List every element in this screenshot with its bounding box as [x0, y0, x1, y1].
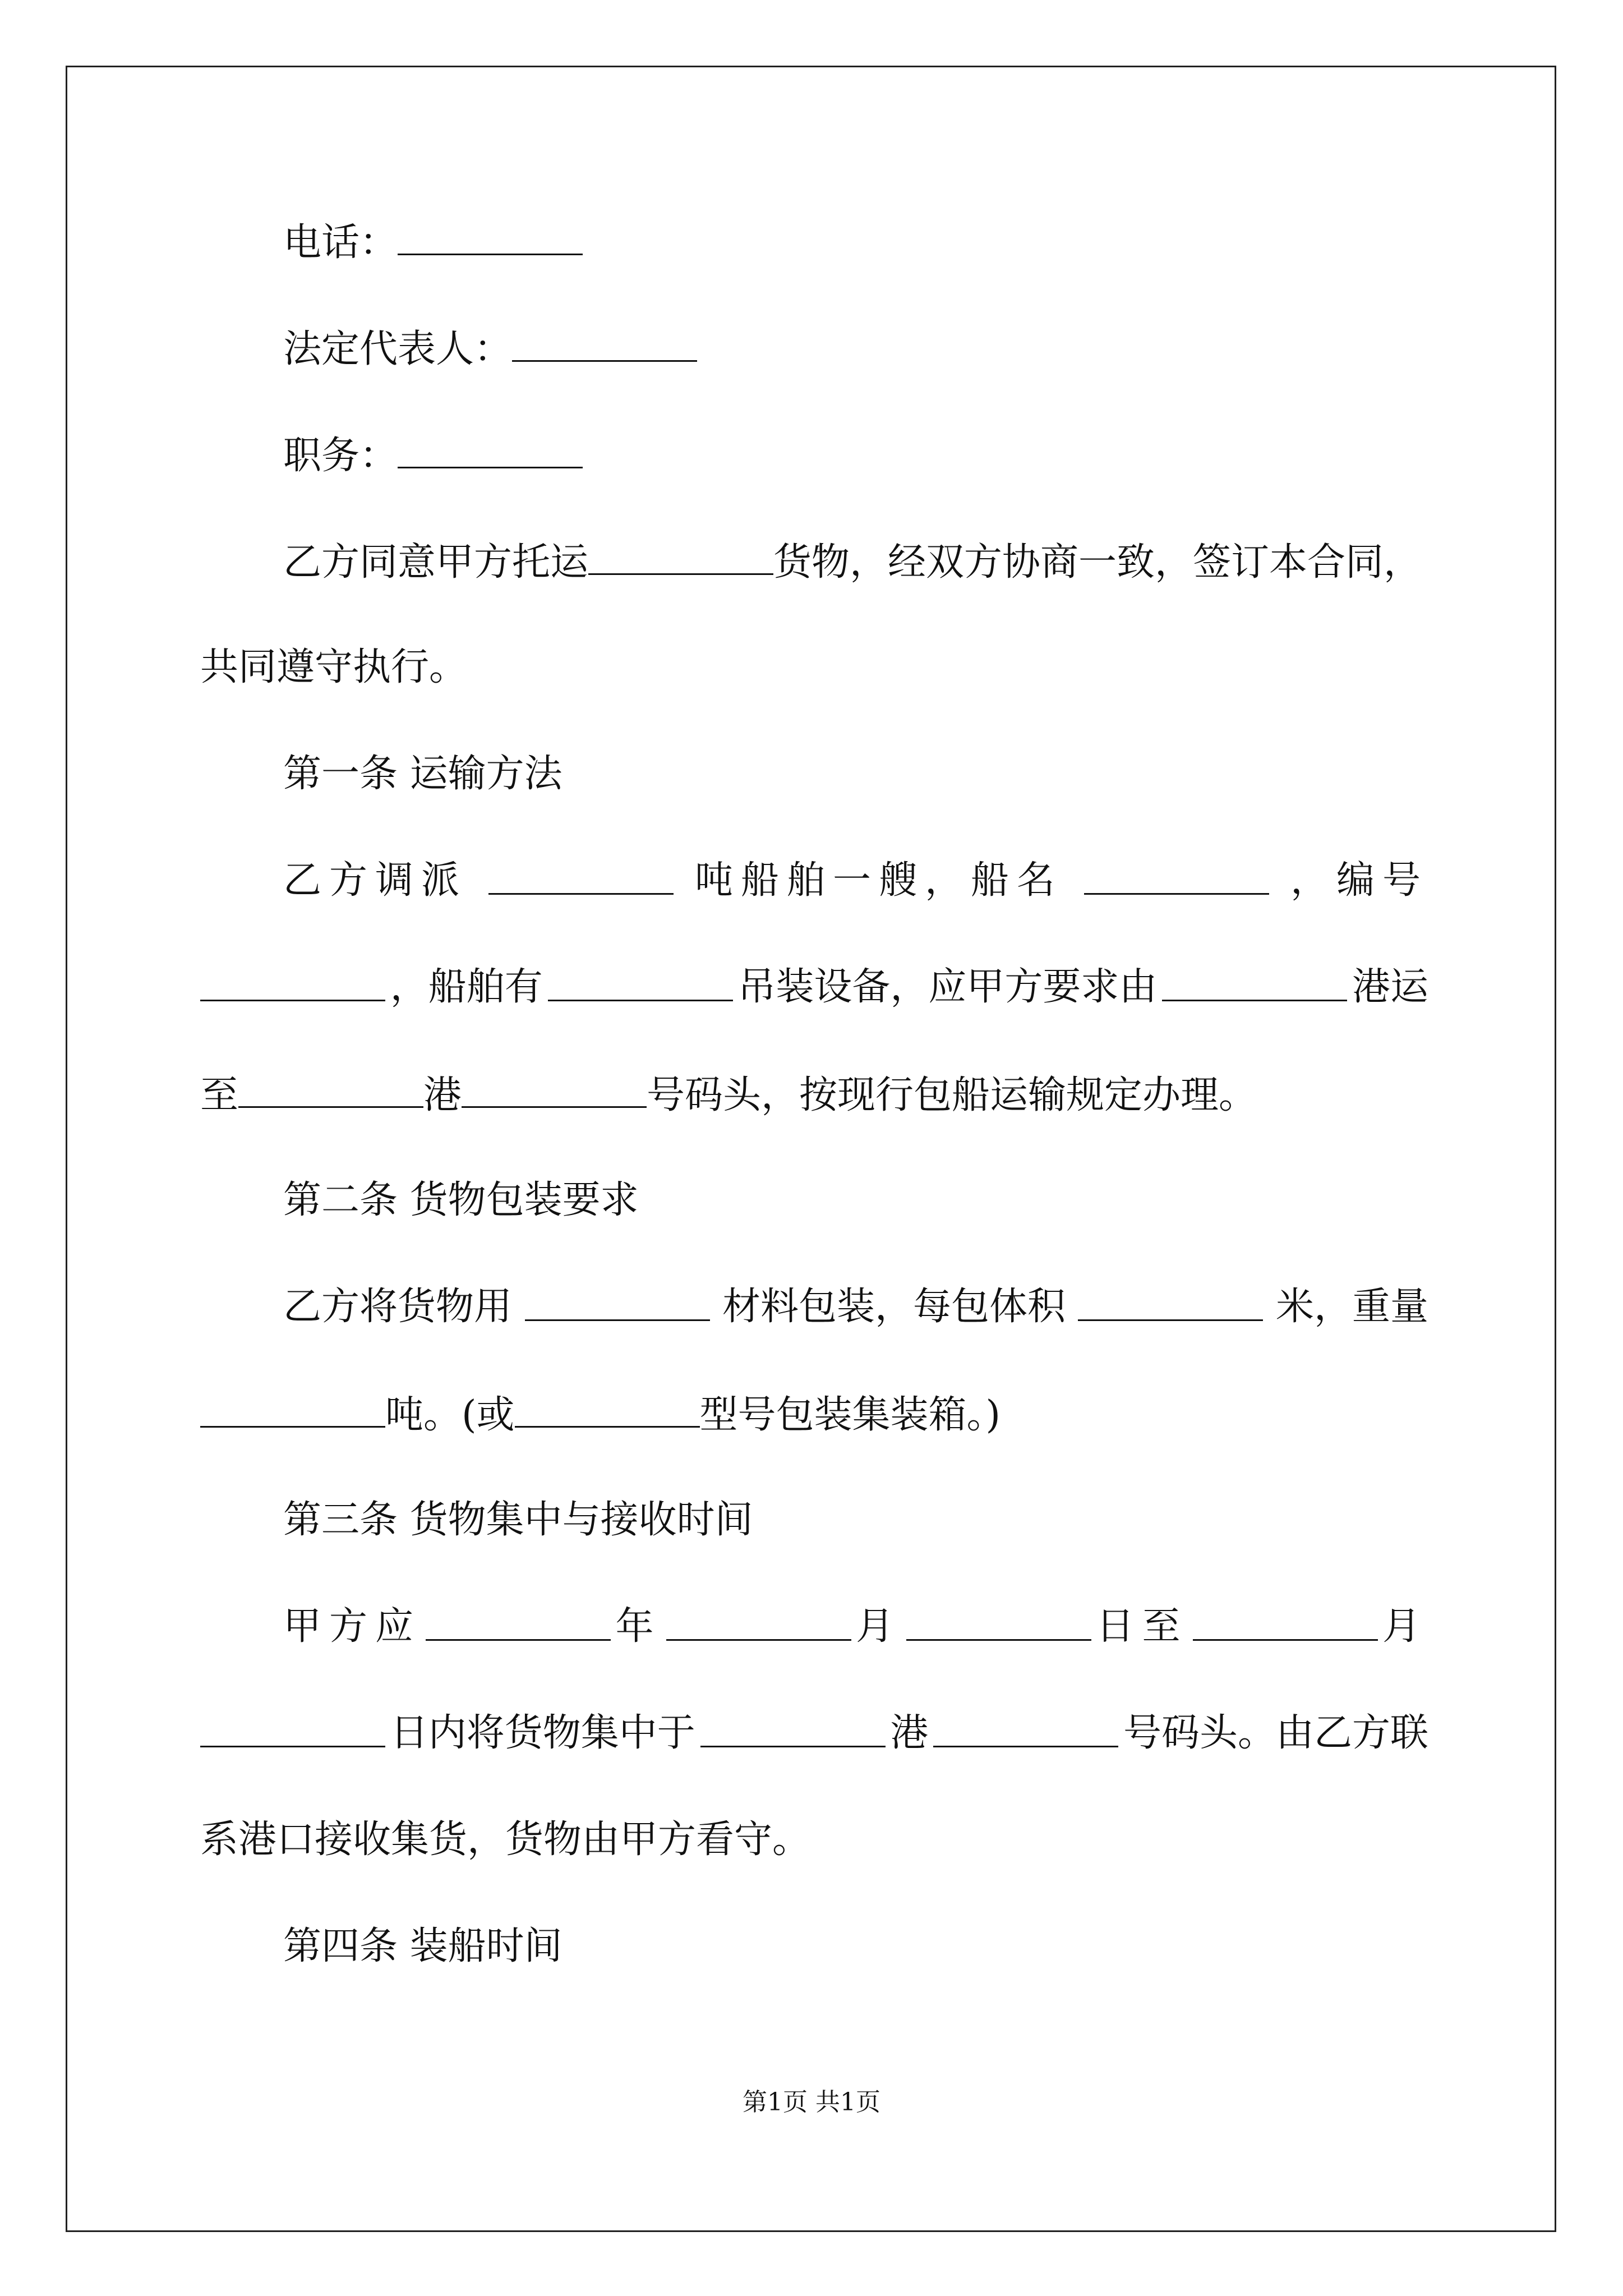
article-1-para-line-1 [283, 858, 1428, 903]
packing-material-blank [525, 1285, 710, 1321]
year-blank [426, 1604, 611, 1641]
article-3-title [283, 1498, 753, 1543]
article-3-para-line-1 [283, 1604, 1428, 1649]
article-1-text-i: 号码头，按现行包船运输规定办理。 [647, 1073, 1257, 1117]
article-4-heading: 第四条 装船时间 [283, 1924, 562, 1968]
end-month-blank [1193, 1604, 1378, 1641]
article-1-text-g: 至 [200, 1073, 239, 1117]
article-1-title [283, 752, 562, 797]
article-2-text-b: 材料包装，每包体积 [722, 1285, 1066, 1329]
article-3-text-c: 月 [855, 1604, 902, 1649]
article-2-heading: 第二条 货物包装要求 [283, 1178, 639, 1222]
article-3-text-e: 月 [1382, 1604, 1428, 1649]
legal-rep-blank [512, 325, 697, 362]
destination-port-blank [238, 1071, 423, 1108]
article-3-text-g: 港 [890, 1711, 929, 1755]
article-1-para-line-3 [200, 1071, 1257, 1116]
article-1-text-d: ，船舶有 [390, 965, 543, 1009]
article-4-title [283, 1924, 562, 1969]
start-month-blank [666, 1604, 851, 1641]
article-1-text-c: ，编号 [1290, 858, 1428, 903]
intro-text-c: 共同遵守执行。 [200, 645, 468, 689]
article-1-text-f: 港运 [1352, 965, 1428, 1009]
intro-line-2 [200, 645, 467, 690]
article-3-text-b: 年 [615, 1604, 662, 1649]
article-2-text-d: 吨。(或 [385, 1393, 515, 1437]
phone-blank [398, 219, 583, 255]
article-1-text-h: 港 [423, 1073, 462, 1117]
article-3-para-line-3 [200, 1818, 810, 1862]
legal-rep-line [283, 325, 697, 370]
cargo-blank [588, 539, 773, 575]
page-border [66, 66, 1556, 2232]
page-number: 第1页 共1页 [743, 2088, 880, 2116]
phone-line [283, 219, 583, 264]
article-3-para-line-2 [200, 1711, 1428, 1756]
start-day-blank [906, 1604, 1091, 1641]
article-3-text-a: 甲方应 [283, 1604, 422, 1649]
article-2-text-c: 米，重量 [1275, 1285, 1428, 1329]
legal-rep-label: 法定代表人： [283, 327, 513, 371]
article-1-para-line-2 [200, 965, 1428, 1010]
position-label: 职务： [283, 434, 398, 478]
ship-name-blank [1084, 858, 1269, 895]
lifting-equipment-blank [548, 965, 733, 1001]
intro-text-b: 货物，经双方协商一致，签订本合同， [773, 540, 1422, 585]
article-3-text-d: 日至 [1096, 1604, 1188, 1649]
article-1-text-b: 吨船舶一艘，船名 [694, 858, 1063, 903]
article-3-text-i: 系港口接收集货，货物由甲方看守。 [200, 1818, 811, 1862]
article-1-heading: 第一条 运输方法 [283, 752, 562, 796]
package-volume-blank [1078, 1285, 1263, 1321]
container-model-blank [515, 1391, 700, 1428]
article-1-text-a: 乙方调派 [283, 858, 468, 903]
collection-port-blank [700, 1711, 886, 1747]
article-1-text-e: 吊装设备，应甲方要求由 [737, 965, 1158, 1009]
intro-text-a: 乙方同意甲方托运 [283, 540, 589, 585]
collection-wharf-blank [933, 1711, 1118, 1747]
article-3-text-f: 日内将货物集中于 [390, 1711, 695, 1755]
wharf-number-blank [462, 1071, 647, 1108]
article-2-text-a: 乙方将货物用 [283, 1285, 513, 1329]
position-line [283, 432, 583, 477]
intro-line-1 [283, 539, 1422, 583]
page-footer [0, 2087, 1623, 2118]
origin-port-blank [1162, 965, 1347, 1001]
article-2-para-line-2 [200, 1391, 1000, 1436]
article-2-para-line-1 [283, 1285, 1428, 1329]
article-2-title [283, 1178, 639, 1223]
article-3-heading: 第三条 货物集中与接收时间 [283, 1498, 753, 1542]
position-blank [398, 432, 583, 468]
ship-number-blank [200, 965, 385, 1001]
article-2-text-e: 型号包装集装箱。) [699, 1393, 1001, 1437]
article-3-text-h: 号码头。由乙方联 [1123, 1711, 1428, 1755]
package-weight-blank [200, 1391, 385, 1428]
end-day-blank [200, 1711, 385, 1747]
tonnage-blank [488, 858, 674, 895]
phone-label: 电话： [283, 220, 398, 265]
